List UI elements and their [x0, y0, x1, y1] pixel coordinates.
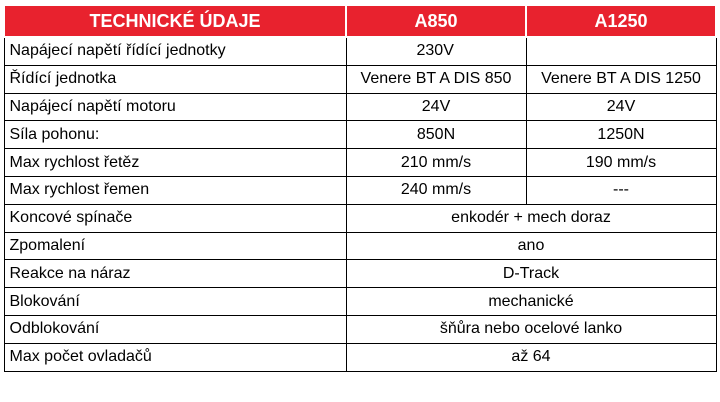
row-label: Zpomalení [4, 232, 346, 260]
row-label: Odblokování [4, 315, 346, 343]
cell-a1250: 24V [526, 93, 716, 121]
cell-a850: 230V [346, 37, 526, 65]
cell-shared: D-Track [346, 260, 716, 288]
header-a850: A850 [346, 5, 526, 37]
cell-a1250: 190 mm/s [526, 149, 716, 177]
row-label: Napájecí napětí řídící jednotky [4, 37, 346, 65]
cell-a1250 [526, 37, 716, 65]
table-row [4, 37, 716, 65]
table-row [4, 149, 716, 177]
cell-shared: enkodér + mech doraz [346, 204, 716, 232]
table-row [4, 260, 716, 288]
cell-a850: 24V [346, 93, 526, 121]
row-label: Reakce na náraz [4, 260, 346, 288]
table-header-row [4, 5, 716, 37]
cell-shared: ano [346, 232, 716, 260]
table-row [4, 288, 716, 316]
header-title: TECHNICKÉ ÚDAJE [4, 5, 346, 37]
row-label: Blokování [4, 288, 346, 316]
cell-a1250: Venere BT A DIS 1250 [526, 65, 716, 93]
table-row [4, 176, 716, 204]
table-row [4, 121, 716, 149]
cell-shared: až 64 [346, 343, 716, 371]
technical-specs-table [3, 4, 717, 372]
cell-a850: 240 mm/s [346, 176, 526, 204]
row-label: Síla pohonu: [4, 121, 346, 149]
cell-a1250: --- [526, 176, 716, 204]
row-label: Napájecí napětí motoru [4, 93, 346, 121]
table-row [4, 343, 716, 371]
row-label: Max počet ovladačů [4, 343, 346, 371]
table-row [4, 93, 716, 121]
table-row [4, 204, 716, 232]
cell-a850: 850N [346, 121, 526, 149]
row-label: Max rychlost řetěz [4, 149, 346, 177]
cell-a850: 210 mm/s [346, 149, 526, 177]
header-a1250: A1250 [526, 5, 716, 37]
table-row [4, 315, 716, 343]
table-row [4, 65, 716, 93]
spec-table-container [3, 4, 715, 372]
row-label: Řídící jednotka [4, 65, 346, 93]
row-label: Max rychlost řemen [4, 176, 346, 204]
cell-a1250: 1250N [526, 121, 716, 149]
table-row [4, 232, 716, 260]
row-label: Koncové spínače [4, 204, 346, 232]
cell-shared: mechanické [346, 288, 716, 316]
cell-a850: Venere BT A DIS 850 [346, 65, 526, 93]
cell-shared: šňůra nebo ocelové lanko [346, 315, 716, 343]
